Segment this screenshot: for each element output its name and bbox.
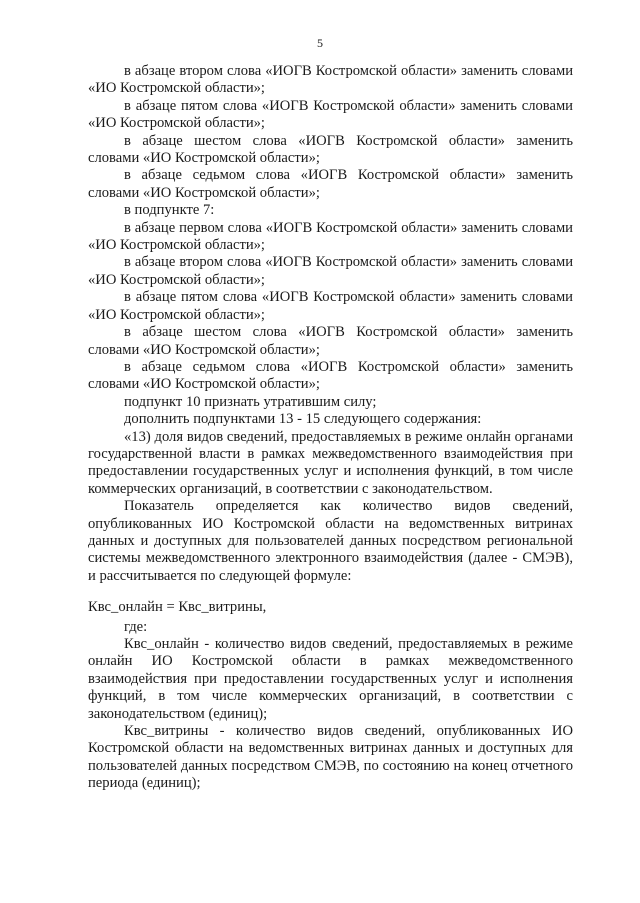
- paragraph: дополнить подпунктами 13 - 15 следующего содержания:: [124, 411, 482, 428]
- paragraph: Показатель определяется как количество видов сведений, опубликованных ИО Костромской области на ведомственных витринах данных и доступных для пользователей данных посредством региональной системы межведомственного электронного взаимодействия (далее - СМЭВ), и рассчитывается по следующей формуле:: [88, 498, 573, 584]
- paragraph: в абзаце седьмом слова «ИОГВ Костромской области» заменить словами «ИО Костромской области»;: [88, 167, 573, 201]
- paragraph: в абзаце втором слова «ИОГВ Костромской области» заменить словами «ИО Костромской области»;: [88, 254, 573, 288]
- paragraph: в абзаце пятом слова «ИОГВ Костромской области» заменить словами «ИО Костромской области»;: [88, 97, 573, 132]
- page-number: 5: [317, 36, 323, 50]
- paragraph: в абзаце седьмом слова «ИОГВ Костромской области» заменить словами «ИО Костромской области»;: [88, 358, 573, 393]
- paragraph: в абзаце пятом слова «ИОГВ Костромской области» заменить словами «ИО Костромской области»;: [88, 289, 573, 323]
- paragraph: в абзаце первом слова «ИОГВ Костромской области» заменить словами «ИО Костромской области»;: [88, 219, 573, 254]
- paragraph: в абзаце шестом слова «ИОГВ Костромской области» заменить словами «ИО Костромской области»;: [88, 324, 573, 358]
- definition: Квс_онлайн - количество видов сведений, предоставляемых в режиме онлайн ИО Костромской области в рамках межведомственного взаимодействия при предоставлении государственных услуг и исполнения функций, в том числе коммерческих организаций, в соответствии с законодательством (единиц);: [88, 636, 573, 722]
- paragraph: подпункт 10 признать утратившим силу;: [124, 393, 377, 410]
- paragraph: в абзаце втором слова «ИОГВ Костромской области» заменить словами «ИО Костромской области»;: [88, 63, 573, 97]
- paragraph: в подпункте 7:: [124, 202, 215, 219]
- paragraph: «13) доля видов сведений, предоставляемых в режиме онлайн органами государственной власти в рамках межведомственного взаимодействия при предоставлении государственных услуг и исполнения функций, в том числе коммерческих организаций, в соответствии с законодательством.: [88, 428, 573, 497]
- document-body: [88, 63, 573, 793]
- formula: Квс_онлайн = Квс_витрины,: [88, 599, 267, 616]
- definition: Квс_витрины - количество видов сведений, опубликованных ИО Костромской области на ведомственных витринах данных и доступных для пользователей данных посредством СМЭВ, по состоянию на конец отчетного периода (единиц);: [88, 723, 573, 792]
- paragraph: в абзаце шестом слова «ИОГВ Костромской области» заменить словами «ИО Костромской области»;: [88, 132, 573, 167]
- where-label: где:: [124, 618, 148, 635]
